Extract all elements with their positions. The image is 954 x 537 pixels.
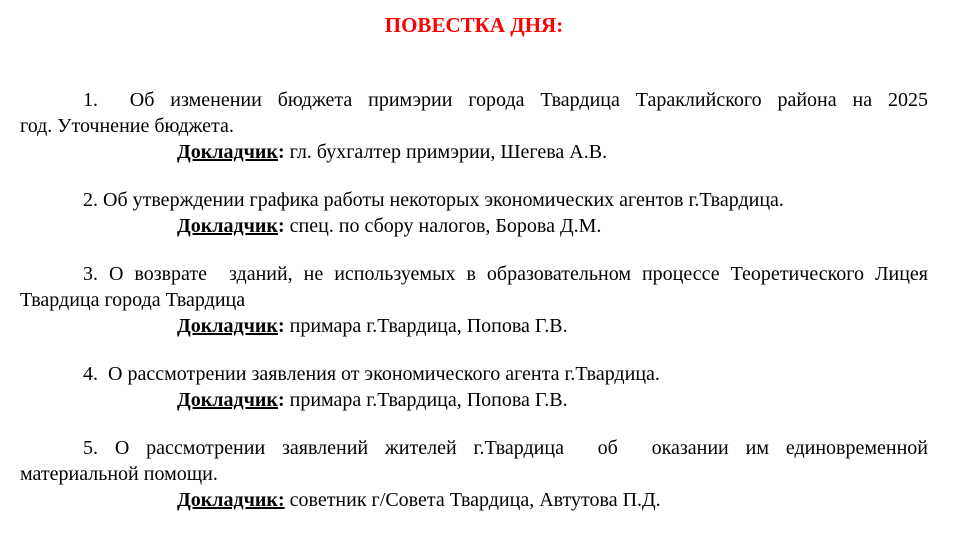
speaker-line bbox=[20, 139, 928, 165]
speaker-label: Докладчик: bbox=[177, 489, 285, 511]
agenda-item-text bbox=[20, 435, 928, 487]
speaker-colon: : bbox=[277, 389, 285, 411]
speaker-label: Докладчик bbox=[177, 215, 278, 237]
agenda-item bbox=[20, 361, 928, 413]
agenda-item-line: 1. Об изменении бюджета примэрии города Твардица Тараклийского района на 2025 bbox=[83, 89, 928, 111]
speaker-value: примара г.Твардица, Попова Г.В. bbox=[284, 389, 568, 411]
speaker-line bbox=[20, 313, 928, 339]
agenda-item-line: 3. О возврате зданий, не используемых в образовательном процессе Теоретического Лицея bbox=[83, 263, 928, 285]
speaker-line bbox=[20, 487, 928, 513]
agenda-item-line: 4. О рассмотрении заявления от экономического агента г.Твардица. bbox=[83, 363, 660, 385]
agenda-item-text bbox=[20, 261, 928, 313]
agenda-item-line: Твардица города Твардица bbox=[20, 289, 246, 311]
speaker-colon: : bbox=[277, 215, 285, 237]
agenda-item-line: 5. О рассмотрении заявлений жителей г.Твардица об оказании им единовременной bbox=[83, 437, 928, 459]
agenda-item-text bbox=[20, 87, 928, 139]
speaker-label: Докладчик bbox=[177, 315, 278, 337]
speaker-line bbox=[20, 387, 928, 413]
agenda-item bbox=[20, 435, 928, 513]
speaker-line bbox=[20, 213, 928, 239]
speaker-colon: : bbox=[277, 315, 285, 337]
speaker-label: Докладчик bbox=[177, 141, 278, 163]
speaker-colon: : bbox=[277, 141, 285, 163]
agenda-item-line: 2. Об утверждении графика работы некоторых экономических агентов г.Твардица. bbox=[83, 189, 784, 211]
agenda-item-text bbox=[20, 187, 928, 213]
speaker-value: гл. бухгалтер примэрии, Шегева А.В. bbox=[284, 141, 608, 163]
page-title: ПОВЕСТКА ДНЯ: bbox=[384, 13, 564, 37]
agenda-item-text bbox=[20, 361, 928, 387]
speaker-value: советник г/Совета Твардица, Автутова П.Д. bbox=[284, 489, 661, 511]
speaker-value: спец. по сбору налогов, Борова Д.М. bbox=[284, 215, 602, 237]
agenda-item bbox=[20, 261, 928, 339]
agenda-item bbox=[20, 87, 928, 165]
agenda-item-line: год. Уточнение бюджета. bbox=[20, 115, 234, 137]
agenda-item-line: материальной помощи. bbox=[20, 463, 218, 485]
agenda-item bbox=[20, 187, 928, 239]
speaker-value: примара г.Твардица, Попова Г.В. bbox=[284, 315, 568, 337]
agenda-list bbox=[20, 87, 928, 513]
speaker-label: Докладчик bbox=[177, 389, 278, 411]
